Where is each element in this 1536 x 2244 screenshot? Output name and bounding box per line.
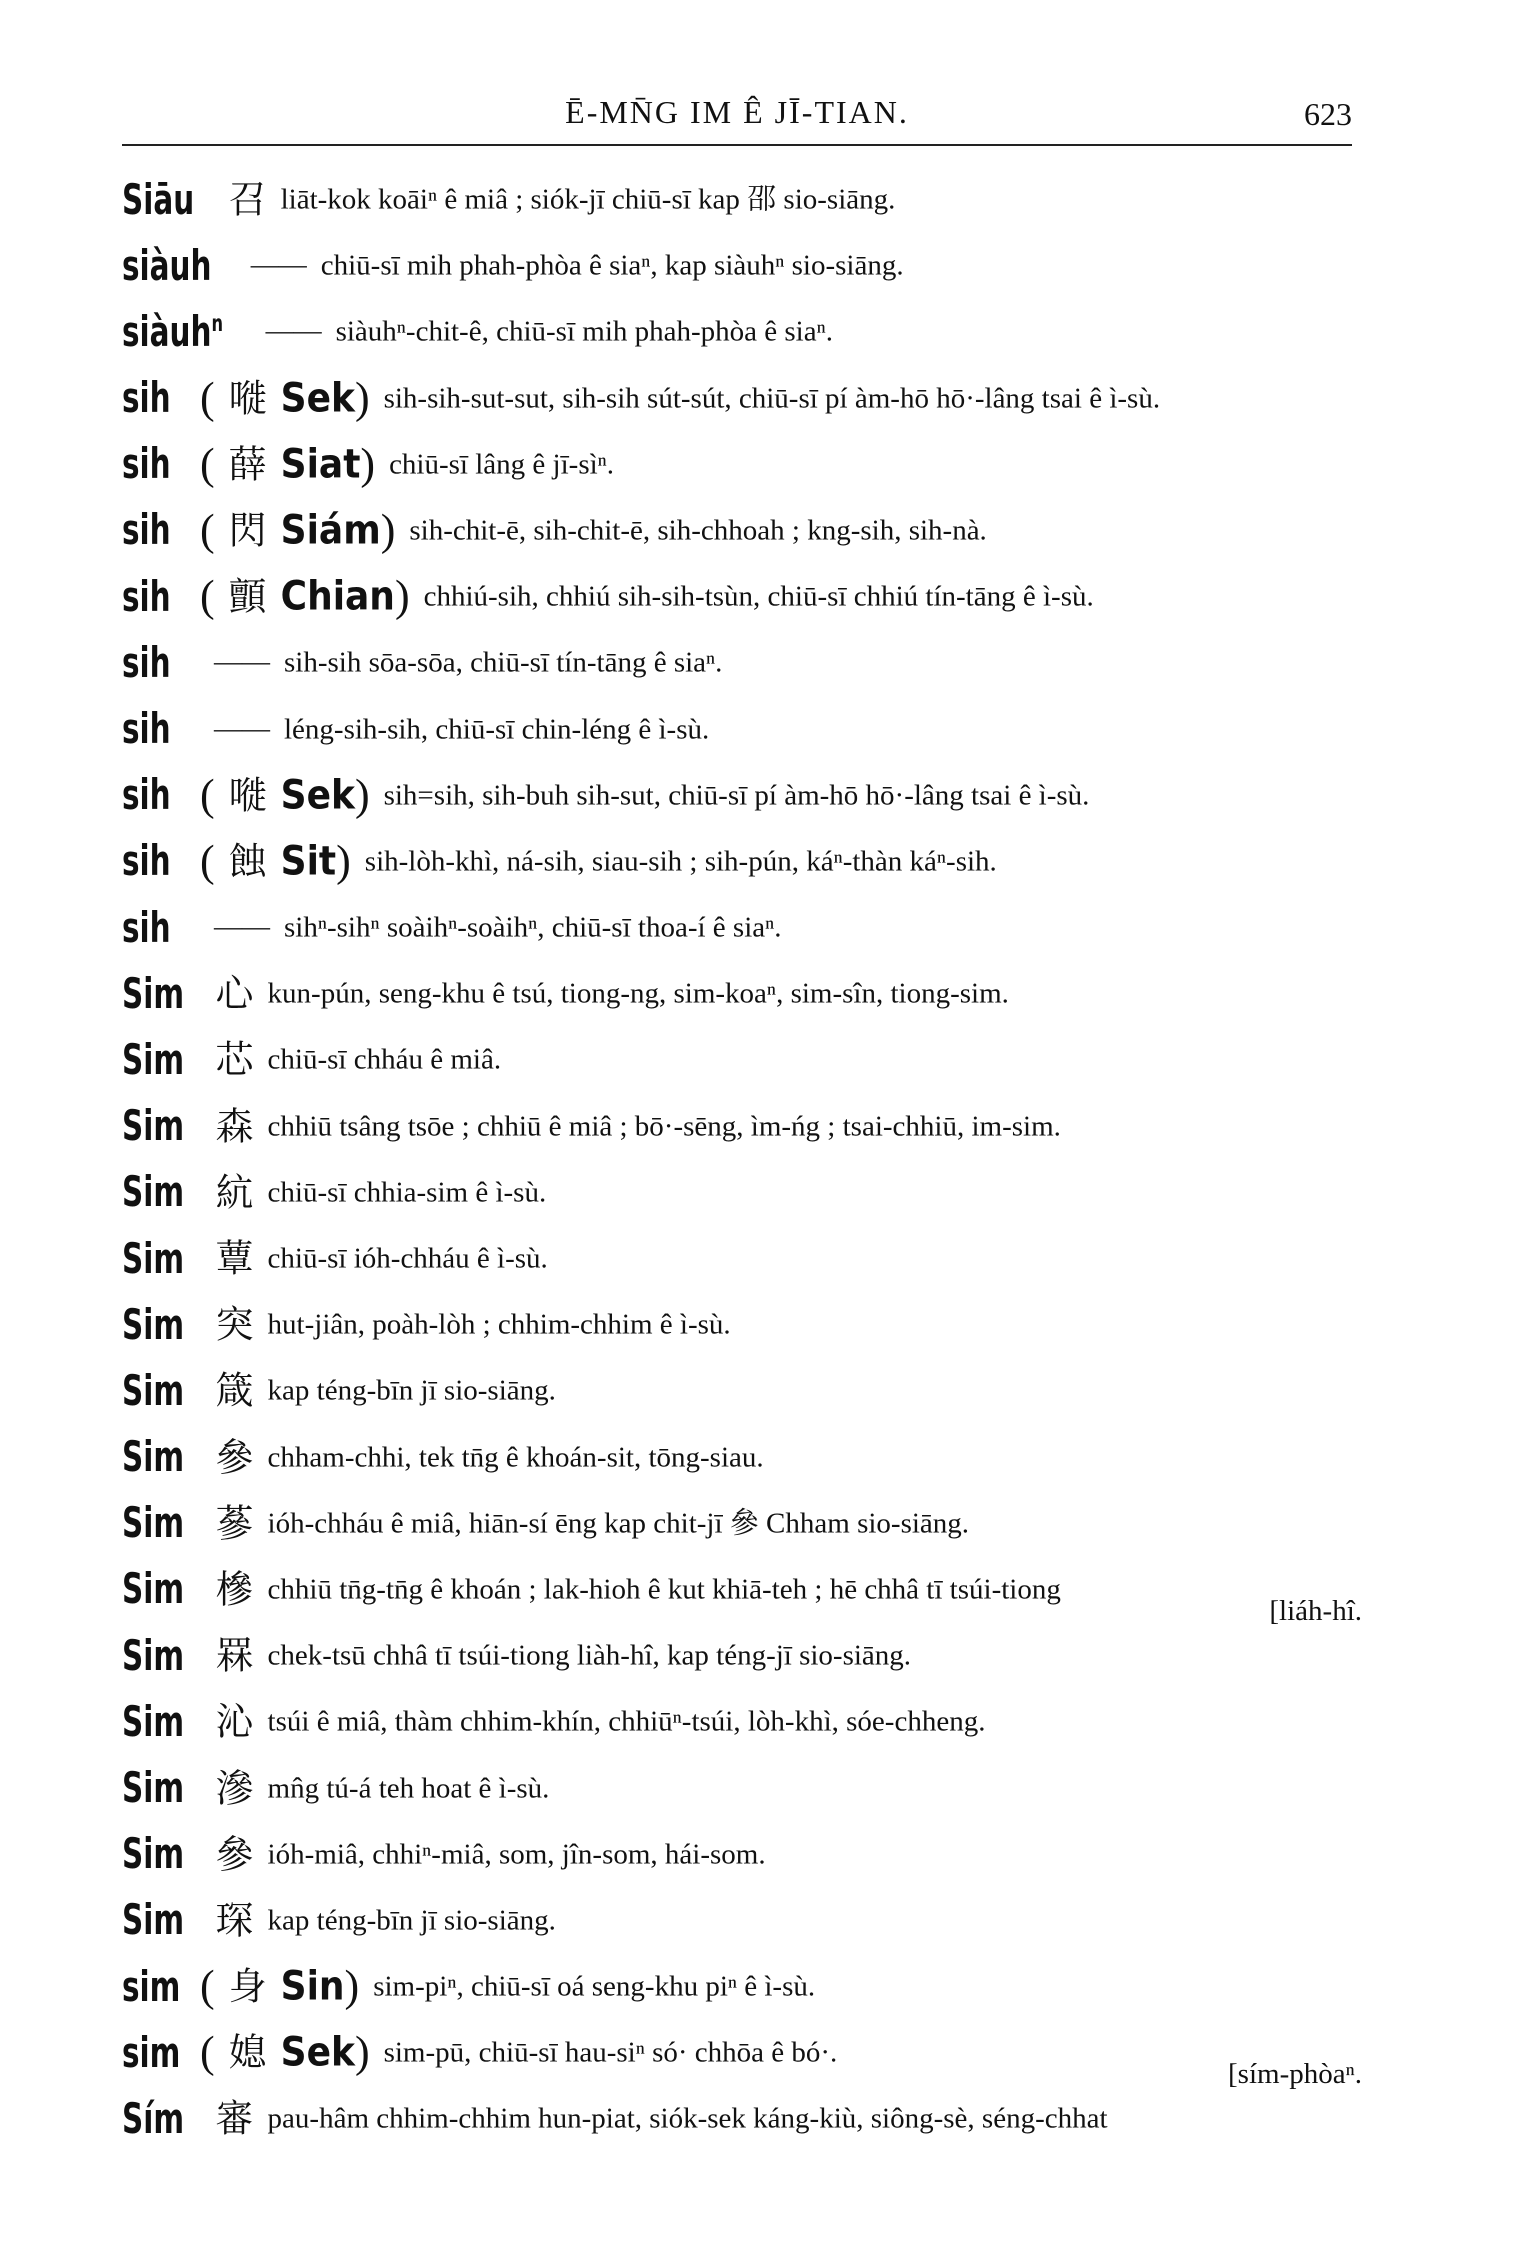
entry-headword: Sim	[122, 1630, 185, 1680]
entry-definition: sih-lòh-khì, ná-sih, siau-sih ; sih-pún, káⁿ-thàn káⁿ-sih.	[364, 845, 997, 878]
entry-definition: ióh-miâ, chhiⁿ-miâ, som, jîn-som, hái-som.	[267, 1838, 766, 1871]
entry-headword: sih	[122, 902, 171, 952]
entry-character: 沁	[215, 1699, 254, 1744]
entry-definition: chiū-sī mih phah-phòa ê siaⁿ, kap siàuhⁿ sio-siāng.	[320, 249, 904, 282]
entry-headword: sih	[122, 439, 171, 489]
running-title: Ē-MN̄G IM Ê JĪ-TIAN.	[565, 94, 909, 130]
entry-character: 森	[215, 1104, 254, 1149]
entry-character: 參	[215, 1832, 254, 1877]
open-paren: (	[200, 373, 215, 423]
dictionary-entry	[122, 828, 1362, 894]
entry-continuation: [liáh-hî.	[1269, 1594, 1362, 1627]
dictionary-entry	[122, 2019, 1362, 2091]
dictionary-entry	[122, 1026, 1362, 1092]
entry-character: 蝕	[228, 839, 267, 884]
entry-variant-reading: Sin	[280, 1963, 345, 2010]
entry-character: 心	[215, 971, 254, 1016]
entry-headword: Sím	[122, 2093, 185, 2143]
entry-definition: chiū-sī chháu ê miâ.	[267, 1043, 502, 1076]
entry-dash: ——	[265, 315, 322, 347]
dictionary-entry	[122, 1556, 1362, 1627]
dictionary-entry	[122, 2085, 1362, 2151]
entry-definition: chham-chhi, tek tn̄g ê khoán-sit, tōng-siau.	[267, 1441, 764, 1474]
entry-headword: Siāu	[122, 174, 195, 224]
dictionary-entry	[122, 1159, 1362, 1225]
entry-headword: Sim	[122, 1696, 185, 1746]
dictionary-entry	[122, 894, 1362, 960]
entry-character: 芯	[215, 1037, 254, 1082]
entry-headword: Sim	[122, 968, 185, 1018]
dictionary-entry	[122, 696, 1362, 762]
entry-variant-reading: Chian	[280, 573, 395, 620]
entry-dash: ——	[214, 713, 270, 744]
dictionary-entry	[122, 1887, 1362, 1953]
dictionary-entry	[122, 1953, 1362, 2019]
entry-definition: hut-jiân, poàh-lòh ; chhim-chhim ê ì-sù.	[267, 1308, 731, 1341]
close-paren: )	[354, 770, 370, 820]
entry-headword: Sim	[122, 1763, 185, 1812]
dictionary-entry	[122, 431, 1362, 497]
entry-character: 媳	[228, 2030, 267, 2075]
dictionary-entry	[122, 1821, 1362, 1887]
dictionary-entry	[122, 365, 1362, 431]
entry-headword: Sim	[122, 1167, 185, 1217]
nasal-mark: n	[211, 310, 224, 337]
dictionary-entry	[122, 232, 1362, 298]
dictionary-entry	[122, 1755, 1362, 1821]
dictionary-entry	[122, 1490, 1362, 1556]
entry-character: 琛	[215, 1898, 254, 1943]
open-paren: (	[200, 571, 215, 621]
entry-headword: Sim	[122, 1299, 185, 1349]
entry-variant-reading: Sek	[280, 375, 355, 422]
entry-variant-reading: Sek	[280, 2029, 355, 2076]
entry-variant-reading: Siám	[280, 507, 381, 554]
entry-definition: chiū-sī ióh-chháu ê ì-sù.	[267, 1242, 548, 1275]
page-number: 623	[1304, 96, 1352, 132]
entry-headword: sih	[122, 373, 171, 423]
entry-headword: Sim	[122, 1432, 185, 1482]
open-paren: (	[200, 1961, 215, 2011]
entry-definition: kap téng-bīn jī sio-siāng.	[267, 1904, 556, 1937]
entry-headword: Sim	[122, 1564, 185, 1614]
close-paren: )	[354, 373, 370, 423]
open-paren: (	[200, 439, 215, 489]
close-paren: )	[344, 1961, 360, 2011]
open-paren: (	[200, 505, 215, 555]
entry-definition: sih-sih sōa-sōa, chiū-sī tín-tāng ê siaⁿ.	[284, 646, 723, 679]
entry-definition: ióh-chháu ê miâ, hiān-sí ēng kap chit-jī 參 Chham sio-siāng.	[267, 1507, 970, 1540]
entry-variant-reading: Siat	[280, 441, 361, 488]
dictionary-entry	[122, 298, 1362, 364]
open-paren: (	[200, 836, 215, 886]
dictionary-entry	[122, 1291, 1362, 1357]
close-paren: )	[354, 2027, 370, 2077]
entry-definition: mn̂g tú-á teh hoat ê ì-sù.	[267, 1772, 550, 1804]
page-header	[122, 88, 1352, 146]
open-paren: (	[200, 770, 215, 820]
dictionary-entry	[122, 497, 1362, 563]
dictionary-entry	[122, 629, 1362, 695]
dictionary-entry	[122, 1622, 1362, 1688]
dictionary-entry	[122, 1688, 1362, 1754]
dictionary-entry	[122, 166, 1362, 232]
entry-character: 顫	[228, 574, 267, 619]
entry-definition: chhiū tsâng tsōe ; chhiū ê miâ ; bō·-sēng, ìm-ńg ; tsai-chhiū, im-sim.	[267, 1110, 1061, 1143]
entry-dash: ——	[214, 911, 270, 943]
entry-definition: kun-pún, seng-khu ê tsú, tiong-ng, sim-koaⁿ, sim-sîn, tiong-sim.	[267, 977, 1009, 1010]
entry-headword: Sim	[122, 1365, 185, 1415]
entry-headword: sih	[122, 770, 171, 820]
close-paren: )	[380, 505, 396, 555]
entry-definition: liāt-kok koāiⁿ ê miâ ; siók-jī chiū-sī kap 邵 sio-siāng.	[280, 183, 896, 216]
dictionary-entry	[122, 960, 1362, 1026]
entry-headword: Sim	[122, 1101, 185, 1151]
entry-headword: siàuh	[122, 240, 212, 290]
entry-continuation: [sím-phòaⁿ.	[1228, 2058, 1362, 2091]
entry-definition: chek-tsū chhâ tī tsúi-tiong liàh-hî, kap téng-jī sio-siāng.	[267, 1639, 912, 1672]
close-paren: )	[394, 571, 410, 621]
entry-character: 嘥	[228, 376, 267, 421]
entry-character: 嘥	[228, 773, 267, 818]
entry-dash: ——	[214, 646, 270, 678]
entry-character: 突	[215, 1302, 254, 1347]
entry-character: 蔘	[215, 1501, 254, 1546]
entry-character: 箴	[215, 1368, 254, 1413]
entry-variant-reading: Sek	[280, 772, 355, 819]
dictionary-entry	[122, 762, 1362, 828]
entry-definition: tsúi ê miâ, thàm chhim-khín, chhiūⁿ-tsúi, lòh-khì, sóe-chheng.	[267, 1705, 986, 1738]
entry-headword: sih	[122, 505, 171, 555]
entry-character: 薛	[228, 442, 267, 487]
close-paren: )	[360, 439, 376, 489]
entry-character: 審	[215, 2096, 254, 2141]
entry-character: 罧	[215, 1633, 254, 1678]
entry-headword: Sim	[122, 1034, 185, 1084]
entry-definition: chhiū tn̄g-tn̄g ê khoán ; lak-hioh ê kut khiā-teh ; hē chhâ tī tsúi-tiong	[267, 1573, 1061, 1606]
entry-headword: sim	[122, 2027, 181, 2077]
entry-headword: Sim	[122, 1498, 185, 1548]
entry-headword: sih	[122, 704, 171, 753]
entry-headword: Sim	[122, 1829, 185, 1879]
entry-character: 參	[215, 1435, 254, 1480]
dictionary-entries	[122, 166, 1362, 2152]
entry-character: 蕈	[215, 1236, 254, 1281]
entry-definition: sih-sih-sut-sut, sih-sih sút-sút, chiū-sī pí àm-hō hō·-lâng tsai ê ì-sù.	[383, 382, 1161, 415]
entry-character: 身	[228, 1964, 267, 2009]
dictionary-entry	[122, 1093, 1362, 1159]
entry-character: 閃	[228, 508, 267, 553]
entry-headword: sim	[122, 1961, 181, 2011]
entry-character: 槮	[215, 1567, 254, 1612]
entry-headword: Sim	[122, 1895, 185, 1945]
entry-definition: sihⁿ-sihⁿ soàihⁿ-soàihⁿ, chiū-sī thoa-í ê siaⁿ.	[284, 911, 782, 944]
entry-headword: sih	[122, 571, 171, 621]
entry-definition: siàuhⁿ-chit-ê, chiū-sī mih phah-phòa ê siaⁿ.	[335, 315, 833, 348]
entry-definition: léng-sih-sih, chiū-sī chin-léng ê ì-sù.	[284, 713, 710, 745]
dictionary-entry	[122, 1357, 1362, 1423]
entry-character: 䋁	[215, 1170, 254, 1215]
entry-definition: chhiú-sih, chhiú sih-sih-tsùn, chiū-sī chhiú tín-tāng ê ì-sù.	[423, 580, 1094, 613]
entry-variant-reading: Sit	[280, 838, 337, 885]
entry-definition: pau-hâm chhim-chhim hun-piat, siók-sek káng-kiù, siông-sè, séng-chhat	[267, 2102, 1108, 2135]
entry-definition: sih-chit-ē, sih-chit-ē, sih-chhoah ; kng-sih, sih-nà.	[409, 514, 987, 547]
entry-headword: sih	[122, 637, 171, 687]
entry-definition: chiū-sī lâng ê jī-sìⁿ.	[389, 448, 615, 481]
entry-definition: kap téng-bīn jī sio-siāng.	[267, 1374, 556, 1407]
entry-headword: siàuh$^n$	[122, 306, 224, 356]
dictionary-entry	[122, 1225, 1362, 1291]
close-paren: )	[336, 836, 351, 886]
entry-definition: sim-piⁿ, chiū-sī oá seng-khu piⁿ ê ì-sù.	[373, 1970, 816, 2003]
entry-headword: Sim	[122, 1233, 185, 1283]
entry-character: 召	[228, 177, 267, 222]
entry-definition: sih=sih, sih-buh sih-sut, chiū-sī pí àm-hō hō·-lâng tsai ê ì-sù.	[383, 779, 1090, 812]
dictionary-entry	[122, 563, 1362, 629]
entry-dash: ——	[250, 249, 307, 281]
entry-character: 滲	[215, 1766, 254, 1810]
entry-headword: sih	[122, 836, 171, 886]
open-paren: (	[200, 2027, 215, 2077]
entry-definition: sim-pū, chiū-sī hau-siⁿ só· chhōa ê bó·.	[383, 2036, 838, 2069]
header-rule	[122, 144, 1352, 146]
entry-definition: chiū-sī chhia-sim ê ì-sù.	[267, 1176, 547, 1209]
dictionary-entry	[122, 1424, 1362, 1490]
